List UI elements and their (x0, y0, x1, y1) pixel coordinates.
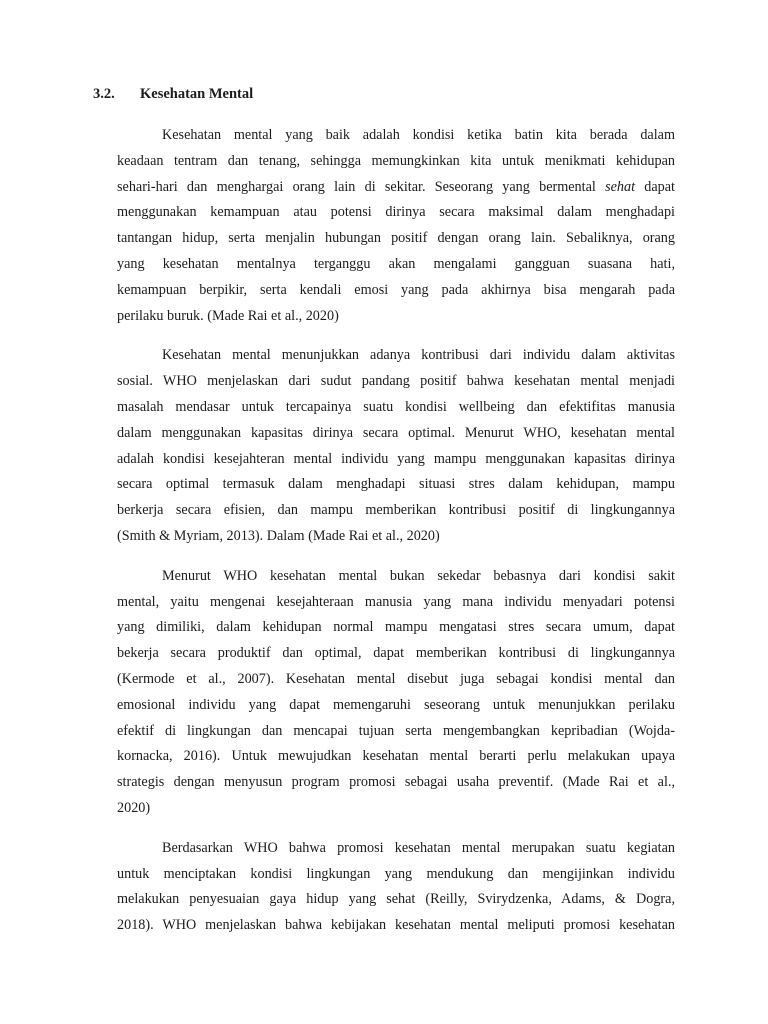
text-line: keadaan tentram dan tenang, sehingga memungkinkan kita untuk menikmati kehidupan (117, 152, 675, 169)
text-line: melakukan penyesuaian gaya hidup yang sehat (Reilly, Svirydzenka, Adams, & Dogra, (117, 891, 675, 908)
text-line: (Smith & Myriam, 2013). Dalam (Made Rai et al., 2020) (117, 527, 440, 544)
paragraph-1 (117, 123, 675, 329)
text-line: 2020) (117, 799, 151, 816)
text-line: emosional individu yang dapat memengaruhi seseorang untuk menunjukkan perilaku (117, 696, 675, 713)
text-line: perilaku buruk. (Made Rai et al., 2020) (117, 307, 339, 324)
text-line: Menurut WHO kesehatan mental bukan sekedar bebasnya dari kondisi sakit (162, 567, 675, 584)
section-heading (93, 86, 253, 103)
section-number: 3.2. (93, 86, 115, 102)
text-line: Kesehatan mental menunjukkan adanya kontribusi dari individu dalam aktivitas (162, 347, 675, 364)
text-line: secara optimal termasuk dalam menghadapi situasi stres dalam kehidupan, mampu (117, 476, 675, 493)
text-line: mental, yaitu mengenai kesejahteraan manusia yang mana individu menyadari potensi (117, 593, 675, 610)
text-line: kornacka, 2016). Untuk mewujudkan kesehatan mental berarti perlu melakukan upaya (117, 748, 675, 765)
text-line: menggunakan kemampuan atau potensi dirinya secara maksimal dalam menghadapi (117, 204, 675, 221)
text-line: yang kesehatan mentalnya terganggu akan mengalami gangguan suasana hati, (117, 255, 675, 272)
body-text (117, 123, 675, 953)
text-line: strategis dengan menyusun program promosi sebagai usaha preventif. (Made Rai et al., (117, 774, 675, 791)
text-line: untuk menciptakan kondisi lingkungan yang mendukung dan mengijinkan individu (117, 865, 675, 882)
text-line: 2018). WHO menjelaskan bahwa kebijakan kesehatan mental meliputi promosi kesehatan (117, 917, 675, 934)
text-line: kemampuan berpikir, serta kendali emosi yang pada akhirnya bisa mengarah pada (117, 281, 675, 298)
text-line: sehari-hari dan menghargai orang lain di sekitar. Seseorang yang bermental sehat dapat (117, 178, 675, 195)
text-line: efektif di lingkungan dan mencapai tujuan serta mengembangkan kepribadian (Wojda- (117, 722, 675, 739)
text-line: dalam menggunakan kapasitas dirinya secara optimal. Menurut WHO, kesehatan mental (117, 424, 675, 441)
text-line: adalah kondisi kesejahteran mental individu yang mampu menggunakan kapasitas dirinya (117, 450, 675, 467)
paragraph-2 (117, 343, 675, 549)
paragraph-4 (117, 836, 675, 939)
text-line: tantangan hidup, serta menjalin hubungan positif dengan orang lain. Sebaliknya, orang (117, 230, 675, 247)
text-line: berkerja secara efisien, dan mampu memberikan kontribusi positif di lingkungannya (117, 502, 675, 519)
text-line: bekerja secara produktif dan optimal, dapat memberikan kontribusi di lingkungannya (117, 645, 675, 662)
text-line: masalah mendasar untuk tercapainya suatu kondisi wellbeing dan efektifitas manusia (117, 398, 675, 415)
text-line: (Kermode et al., 2007). Kesehatan mental disebut juga sebagai kondisi mental dan (117, 670, 675, 687)
text-line: Berdasarkan WHO bahwa promosi kesehatan mental merupakan suatu kegiatan (162, 839, 675, 856)
paragraph-3 (117, 564, 675, 822)
text-line: yang dimiliki, dalam kehidupan normal mampu mengatasi stres secara umum, dapat (117, 619, 675, 636)
section-title: Kesehatan Mental (140, 86, 254, 102)
text-line: Kesehatan mental yang baik adalah kondisi ketika batin kita berada dalam (162, 127, 675, 143)
text-line: sosial. WHO menjelaskan dari sudut pandang positif bahwa kesehatan mental menjadi (117, 373, 675, 390)
